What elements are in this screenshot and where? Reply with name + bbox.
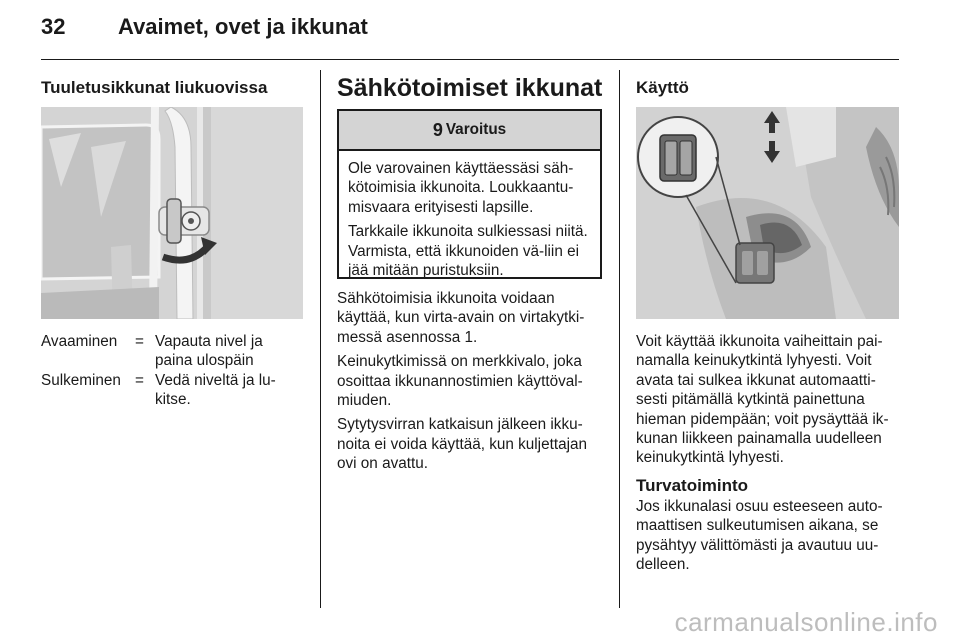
- definition-row-open: [41, 332, 303, 371]
- section-heading-vent-windows: Tuuletusikkunat liukuovissa: [41, 78, 268, 97]
- definition-term: Avaaminen: [41, 333, 118, 350]
- warning-title: Varoitus: [445, 121, 507, 138]
- section-heading-power-windows: Sähkötoimiset ikkunat: [337, 74, 603, 102]
- body-paragraph: Sytytysvirran katkaisun jälkeen ikku-noita ei voida käyttää, kun kuljettajan ovi on avattu.: [337, 416, 588, 473]
- warning-box: [337, 109, 602, 279]
- section-heading-operation: Käyttö: [636, 78, 689, 97]
- body-paragraph: Voit käyttää ikkunoita vaiheittain pai-namalla keinukytkintä lyhyesti. Voit avata tai sulkea ikkunat automaatti-sesti pitämällä kytkintä painettuna hieman pidempään; voit pysäyttää ik-kunan liikkeen painamalla uudelleen keinukytkintä lyhyesti.: [636, 333, 889, 467]
- definition-description: Vapauta nivel ja paina ulospäin: [155, 333, 263, 370]
- power-windows-text: [337, 289, 609, 479]
- column-divider-right: [619, 70, 620, 608]
- definition-description: Vedä niveltä ja lu-kitse.: [155, 372, 276, 409]
- definition-list: [41, 332, 303, 410]
- vent-window-illustration: [41, 107, 303, 319]
- vent-window-drawing: [41, 107, 303, 319]
- warning-header: [339, 111, 600, 151]
- warning-icon: 9: [432, 119, 443, 140]
- warning-body: [339, 151, 600, 280]
- definition-term: Sulkeminen: [41, 372, 121, 389]
- watermark: carmanualsonline.info: [674, 607, 938, 637]
- definition-equals: =: [135, 372, 144, 389]
- warning-paragraph: Tarkkaile ikkunoita sulkiessasi niitä. Varmista, että ikkunoiden vä-liin ei jää mitään puristuksiin.: [348, 223, 588, 280]
- page-number: 32: [41, 14, 66, 39]
- chapter-title: Avaimet, ovet ja ikkunat: [118, 14, 368, 39]
- window-switch-illustration: [636, 107, 899, 319]
- body-paragraph: Keinukytkimissä on merkkivalo, joka osoittaa ikkunannostimien käyttöval-miuden.: [337, 353, 583, 410]
- warning-paragraph: Ole varovainen käyttäessäsi säh-kötoimisia ikkunoita. Loukkaantu-misvaara erityisesti lapsille.: [348, 160, 574, 216]
- definition-row-close: [41, 371, 303, 410]
- body-paragraph: Jos ikkunalasi osuu esteeseen auto-maattisen sulkeutumisen aikana, se pysähtyy välittömästi ja avautuu uu-delleen.: [636, 498, 883, 574]
- subheading-safety-function: Turvatoiminto: [636, 476, 749, 495]
- definition-equals: =: [135, 333, 144, 350]
- operation-text: [636, 332, 902, 473]
- safety-function-text: [636, 497, 902, 580]
- header-rule: [41, 59, 899, 60]
- body-paragraph: Sähkötoimisia ikkunoita voidaan käyttää, kun virta-avain on virtakytki-messä asennossa 1.: [337, 290, 585, 346]
- column-divider-left: [320, 70, 321, 608]
- window-switch-drawing: [636, 107, 899, 319]
